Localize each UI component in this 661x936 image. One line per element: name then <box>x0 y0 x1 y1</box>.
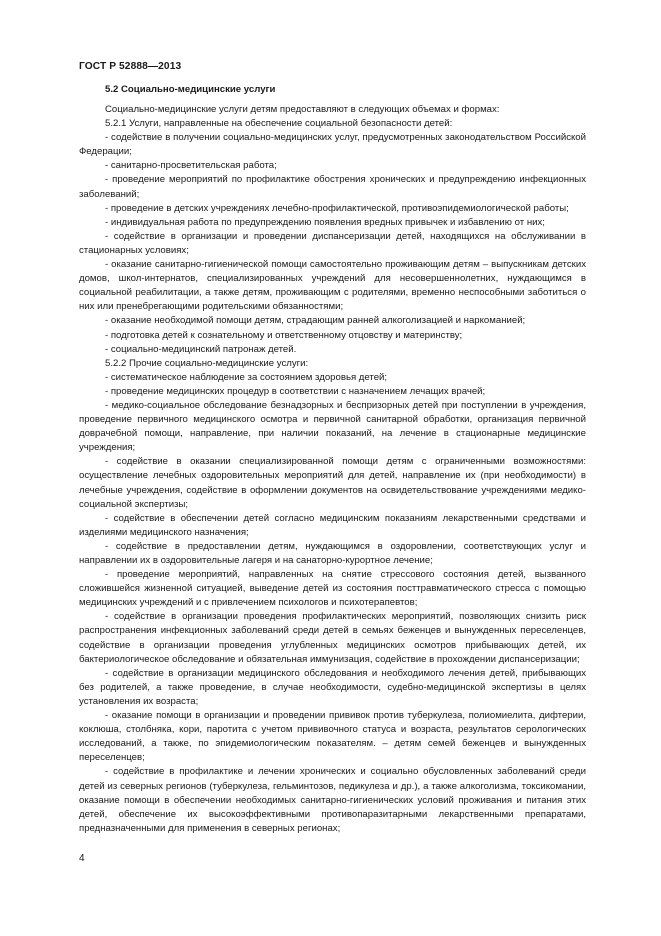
paragraph: - систематическое наблюдение за состоянием здоровья детей; <box>105 371 388 383</box>
paragraph: - содействие в получении социально-медицинских услуг, предусмотренных законодательством Российской Федерации; <box>79 132 586 158</box>
paragraph: - медико-социальное обследование безнадзорных и беспризорных детей при поступлении в учреждения, проведение первичного медицинского осмотра и первичной санитарной обработки, организация первичной доврачебной помощи, направление, при наличии показаний, на лечение в стационарные медицинские учреждения; <box>79 399 586 454</box>
paragraph: - оказание помощи в организации и проведении прививок против туберкулеза, полиомиелита, дифтерии, коклюша, столбняка, кори, паротита с учетом прививочного статуса и возраста, результатов серологических исследований, а также, по эпидемиологическим показателям. – детям семей беженцев и вынужденных переселенцев; <box>79 710 586 764</box>
document-header: ГОСТ Р 52888—2013 <box>79 61 182 72</box>
paragraph: - проведение мероприятий по профилактике обострения хронических и предупреждению инфекционных заболеваний; <box>79 174 586 200</box>
paragraph: - оказание необходимой помощи детям, страдающим ранней алкоголизацией и наркоманией; <box>105 315 526 327</box>
paragraph: - санитарно-просветительская работа; <box>105 160 277 172</box>
document-body <box>79 83 586 836</box>
paragraph: - проведение мероприятий, направленных на снятие стрессового состояния детей, вызванного сложившейся жизненной ситуацией, выведение детей из состояния посттравматического стресса с помощью медицинских учреждений и с привлечением психологов и психотерапевтов; <box>79 569 586 609</box>
page-number: 4 <box>79 853 85 864</box>
paragraph: Социально-медицинские услуги детям предоставляют в следующих объемах и формах: <box>105 104 500 115</box>
paragraph: - проведение медицинских процедур в соответствии с назначением лечащих врачей; <box>105 385 486 397</box>
paragraph: - социально-медицинский патронаж детей. <box>105 343 297 355</box>
paragraph: - содействие в организации медицинского обследования и необходимого лечения детей, прибывающих без родителей, а также проведение, в случае необходимости, судебно-медицинской экспертизы в целях установления их возраста; <box>79 667 586 707</box>
paragraph: - содействие в предоставлении детям, нуждающимся в оздоровлении, соответствующих услуг и направлении их в оздоровительные лагеря и на санаторно-курортное лечение; <box>79 540 586 566</box>
paragraph: - подготовка детей к сознательному и ответственному отцовству и материнству; <box>105 329 463 341</box>
paragraph: - содействие в профилактике и лечении хронических и социально обусловленных заболеваний среди детей из северных регионов (туберкулеза, гельминтозов, педикулеза и др.), а также алкоголизма, токсикомании, оказание помощи в обеспечении необходимых санитарно-гигиенических условий проживания и питания этих детей, обеспечение их высокоэффективными противопаразитарными лекарственными препаратами, предназначенными для применения в северных регионах; <box>79 766 586 834</box>
paragraph: - содействие в оказании специализированной помощи детям с ограниченными возможностями: осуществление лечебных оздоровительных мероприятий для детей, направление их (при необходимости) в лечебные учреждения, содействие в оформлении документов на освидетельствование учреждениями медико-социальной экспертизы; <box>79 456 586 510</box>
paragraph: - содействие в обеспечении детей согласно медицинским показаниям лекарственными средствами и изделиями медицинского назначения; <box>79 512 586 538</box>
paragraph: - проведение в детских учреждениях лечебно-профилактической, противоэпидемиологической работы; <box>105 202 569 214</box>
paragraph: 5.2.1 Услуги, направленные на обеспечение социальной безопасности детей: <box>105 118 453 130</box>
paragraph: - индивидуальная работа по предупреждению появления вредных привычек и избавлению от них; <box>105 216 545 228</box>
paragraph: 5.2.2 Прочие социально-медицинские услуги: <box>105 357 309 369</box>
paragraph: - содействие в организации проведения профилактических мероприятий, позволяющих снизить риск распространения инфекционных заболеваний среди детей в семьях беженцев и вынужденных переселенцев, содействие в организации проведения углубленных медицинских осмотров прибывающих детей, их бактериологическое обследование и обязательная иммунизация, содействие в прохождении диспансеризации; <box>79 611 586 665</box>
section-title: 5.2 Социально-медицинские услуги <box>105 84 276 95</box>
paragraph: - оказание санитарно-гигиенической помощи самостоятельно проживающим детям – выпускникам детских домов, школ-интернатов, специализированных учреждений для несовершеннолетних, нуждающимся в социальной реабилитации, а также детям, проживающим с родителями, временно неспособными заботиться о них или пренебрегающими родительскими обязанностями; <box>79 259 586 313</box>
paragraph: - содействие в организации и проведении диспансеризации детей, находящихся на обслуживании в стационарных условиях; <box>79 230 586 256</box>
